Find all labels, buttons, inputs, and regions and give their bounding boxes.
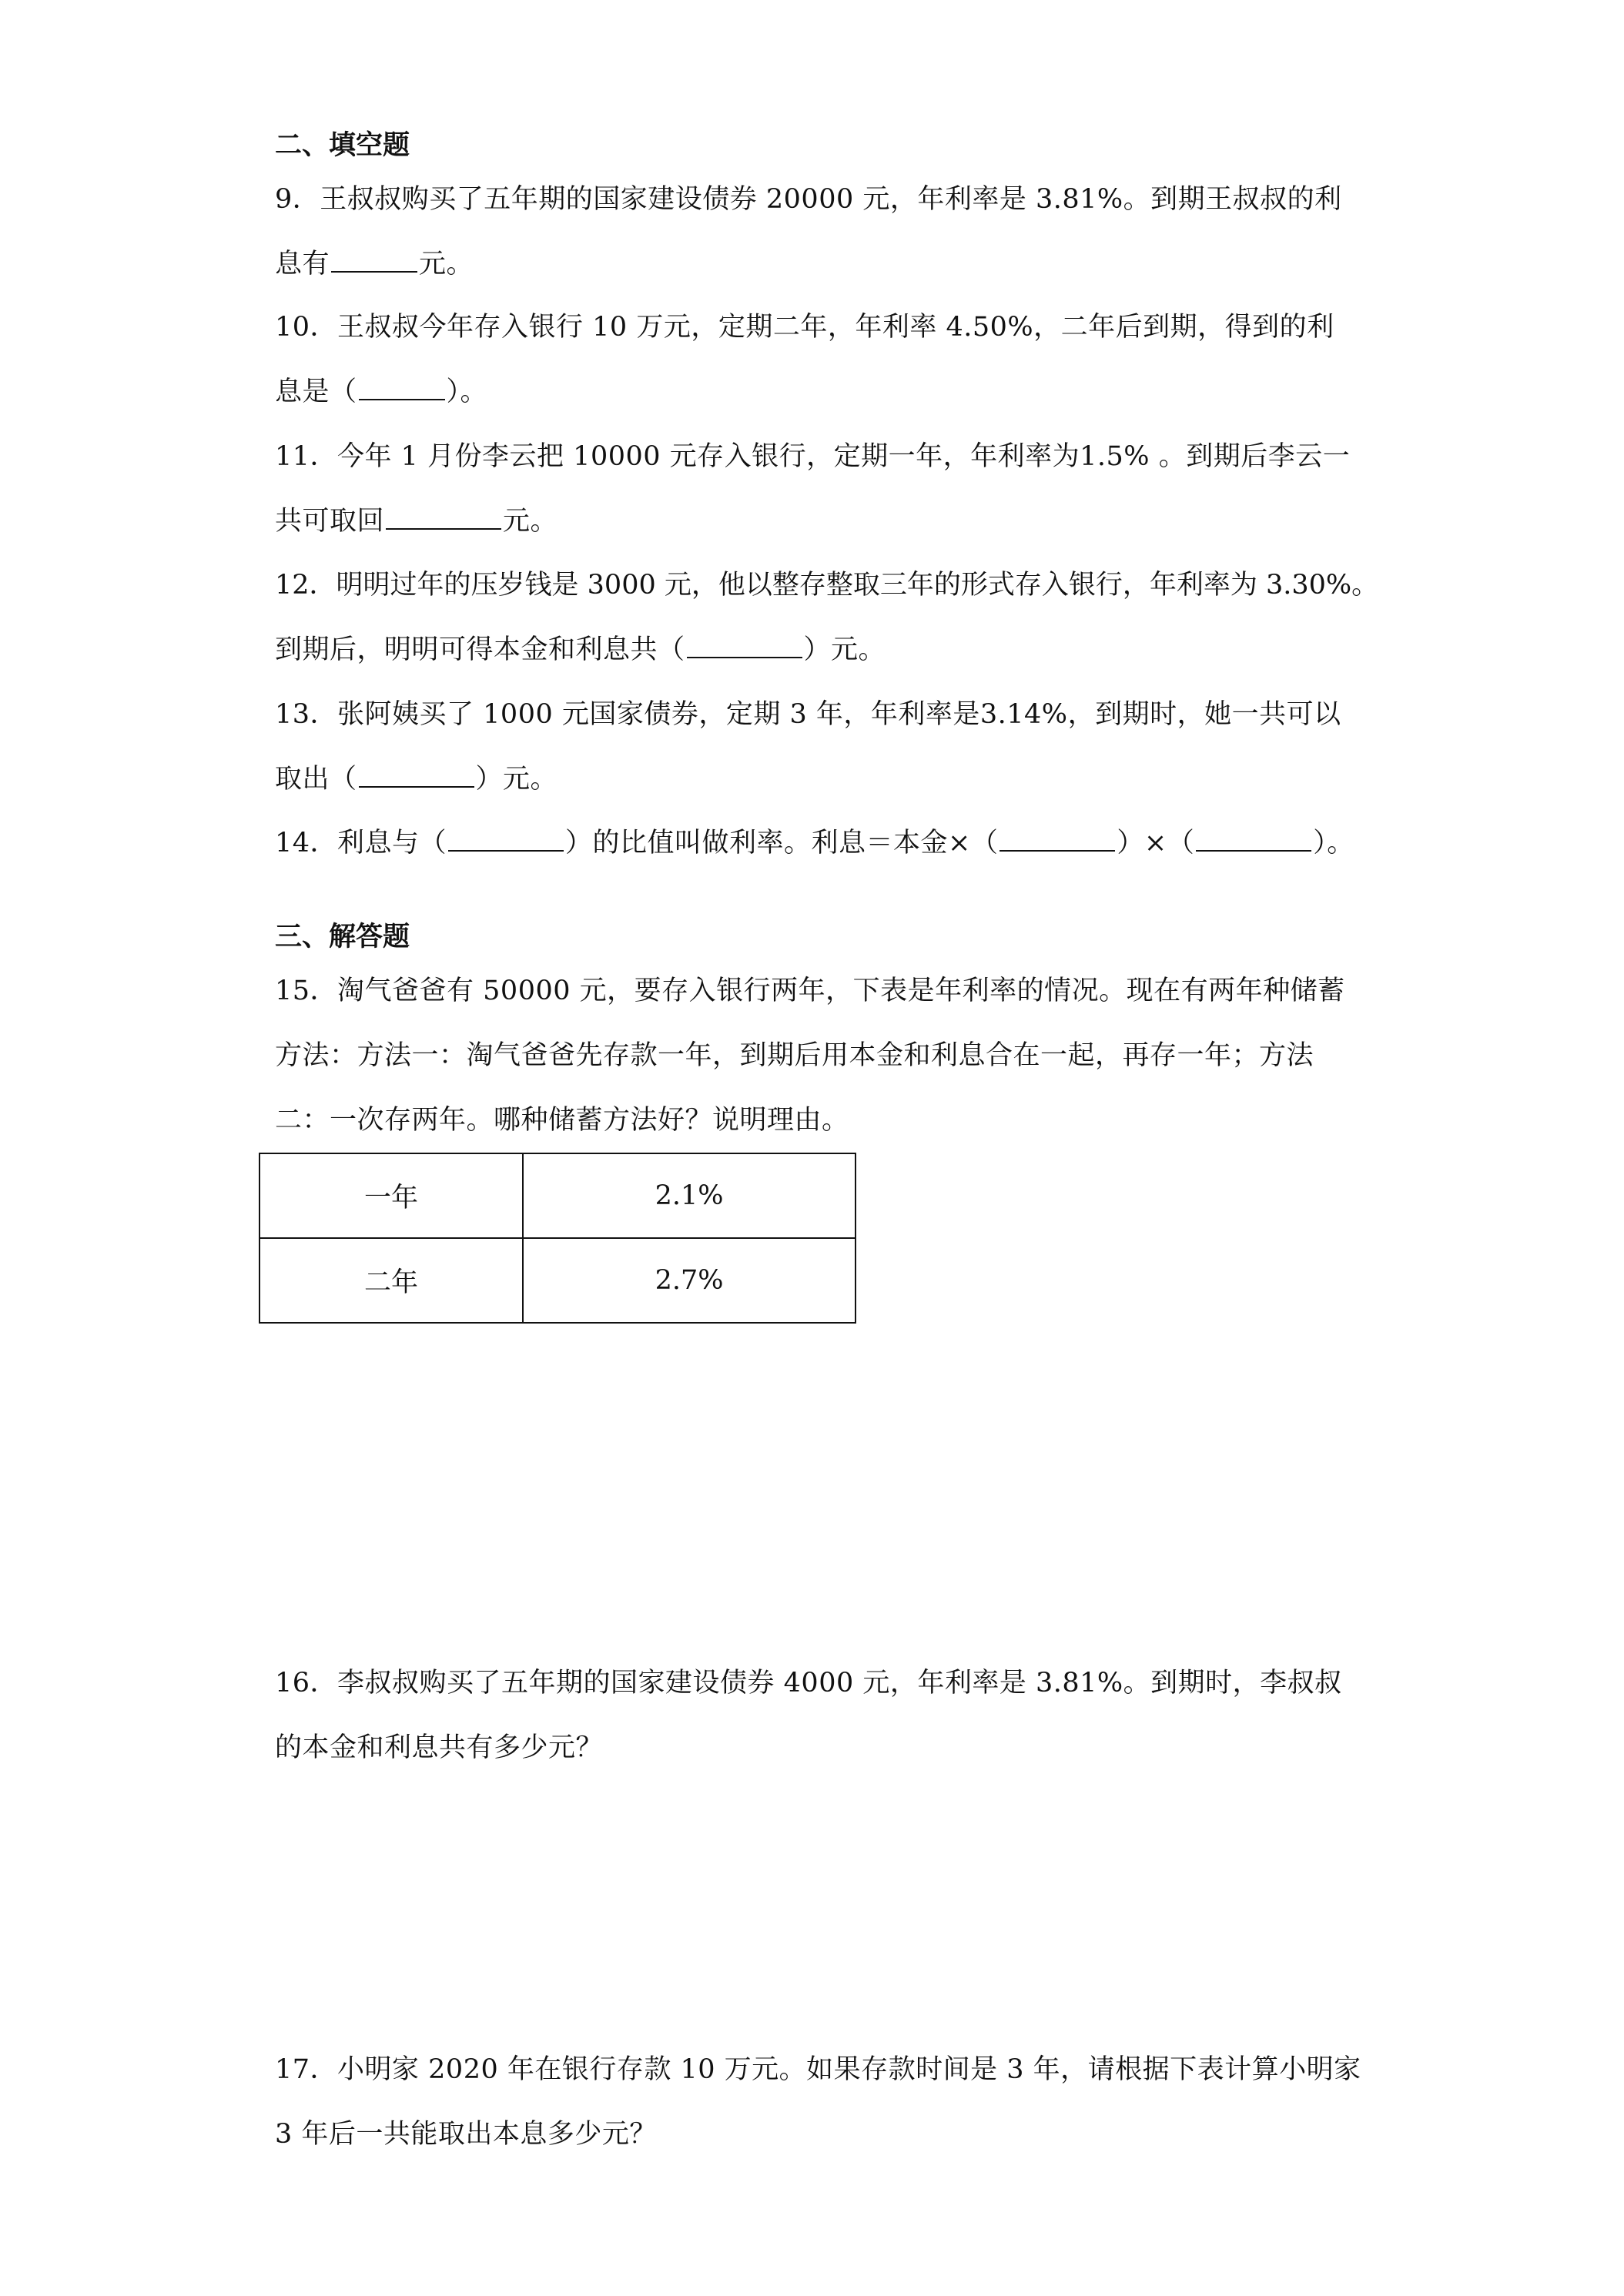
q11-answer-blank[interactable] xyxy=(386,505,501,530)
term-cell: 一年 xyxy=(260,1153,523,1238)
table-row xyxy=(260,1238,856,1323)
q10-line1: 10．王叔叔今年存入银行 10 万元，定期二年，年利率 4.50%，二年后到期，得到的利 xyxy=(275,312,1334,343)
q12-line2 xyxy=(275,633,886,667)
q11-line2 xyxy=(275,504,558,538)
q9-text-b: 元。 xyxy=(419,249,474,279)
q9-text-a: 息有 xyxy=(275,249,330,279)
q11-text-a: 共可取回 xyxy=(275,506,385,537)
q10-line2 xyxy=(275,375,487,409)
q13-answer-blank[interactable] xyxy=(359,763,474,788)
q10-text-a: 息是（ xyxy=(275,377,357,407)
q13-text-b: ）元。 xyxy=(475,764,558,795)
q11-text-b: 元。 xyxy=(503,506,558,537)
q16-line2: 的本金和利息共有多少元？ xyxy=(275,1732,604,1763)
rate-cell: 2.1% xyxy=(523,1153,856,1238)
section-fill-blank-title: 二、填空题 xyxy=(275,130,410,161)
q15-line1: 15．淘气爸爸有 50000 元，要存入银行两年，下表是年利率的情况。现在有两年种储蓄 xyxy=(275,976,1345,1006)
q9-answer-blank[interactable] xyxy=(331,248,417,273)
q17-line2: 3 年后一共能取出本息多少元？ xyxy=(275,2119,657,2150)
q15-line2: 方法：方法一：淘气爸爸先存款一年，到期后用本金和利息合在一起，再存一年；方法 xyxy=(275,1040,1314,1071)
q14-text-4: ）。 xyxy=(1313,828,1354,858)
q11-line1: 11．今年 1 月份李云把 10000 元存入银行，定期一年，年利率为1.5% 。到期后李云一 xyxy=(275,441,1351,472)
q12-line1: 12．明明过年的压岁钱是 3000 元，他以整存整取三年的形式存入银行，年利率为 3.30%。 xyxy=(275,570,1379,601)
q14-blank-1[interactable] xyxy=(448,827,564,852)
q9-line2 xyxy=(275,247,474,281)
q12-text-b: ）元。 xyxy=(803,634,886,665)
q14-blank-2[interactable] xyxy=(1000,827,1115,852)
rate-cell: 2.7% xyxy=(523,1238,856,1323)
q12-answer-blank[interactable] xyxy=(687,634,802,658)
q16-line1: 16．李叔叔购买了五年期的国家建设债券 4000 元，年利率是 3.81%。到期时，李叔叔 xyxy=(275,1668,1342,1699)
q13-line2 xyxy=(275,762,558,796)
q9-line1: 9．王叔叔购买了五年期的国家建设债券 20000 元，年利率是 3.81%。到期王叔叔的利 xyxy=(275,184,1342,215)
q12-text-a: 到期后，明明可得本金和利息共（ xyxy=(275,634,685,665)
term-cell: 二年 xyxy=(260,1238,523,1323)
table-row xyxy=(260,1153,856,1238)
q15-line3: 二：一次存两年。哪种储蓄方法好？说明理由。 xyxy=(275,1105,849,1136)
q10-text-b: ）。 xyxy=(446,377,488,407)
q13-text-a: 取出（ xyxy=(275,764,357,795)
q10-answer-blank[interactable] xyxy=(359,376,445,400)
q14-line xyxy=(275,826,1354,860)
q14-text-3: ）×（ xyxy=(1117,828,1195,858)
interest-rate-table xyxy=(259,1153,856,1324)
section-answer-title: 三、解答题 xyxy=(275,922,410,952)
q14-blank-3[interactable] xyxy=(1196,827,1311,852)
q14-text-2: ）的比值叫做利率。利息＝本金×（ xyxy=(565,828,999,858)
q14-text-1: 14．利息与（ xyxy=(275,828,447,858)
q17-line1: 17．小明家 2020 年在银行存款 10 万元。如果存款时间是 3 年，请根据下表计算小明家 xyxy=(275,2054,1361,2085)
q13-line1: 13．张阿姨买了 1000 元国家债券，定期 3 年，年利率是3.14%，到期时，她一共可以 xyxy=(275,699,1341,730)
